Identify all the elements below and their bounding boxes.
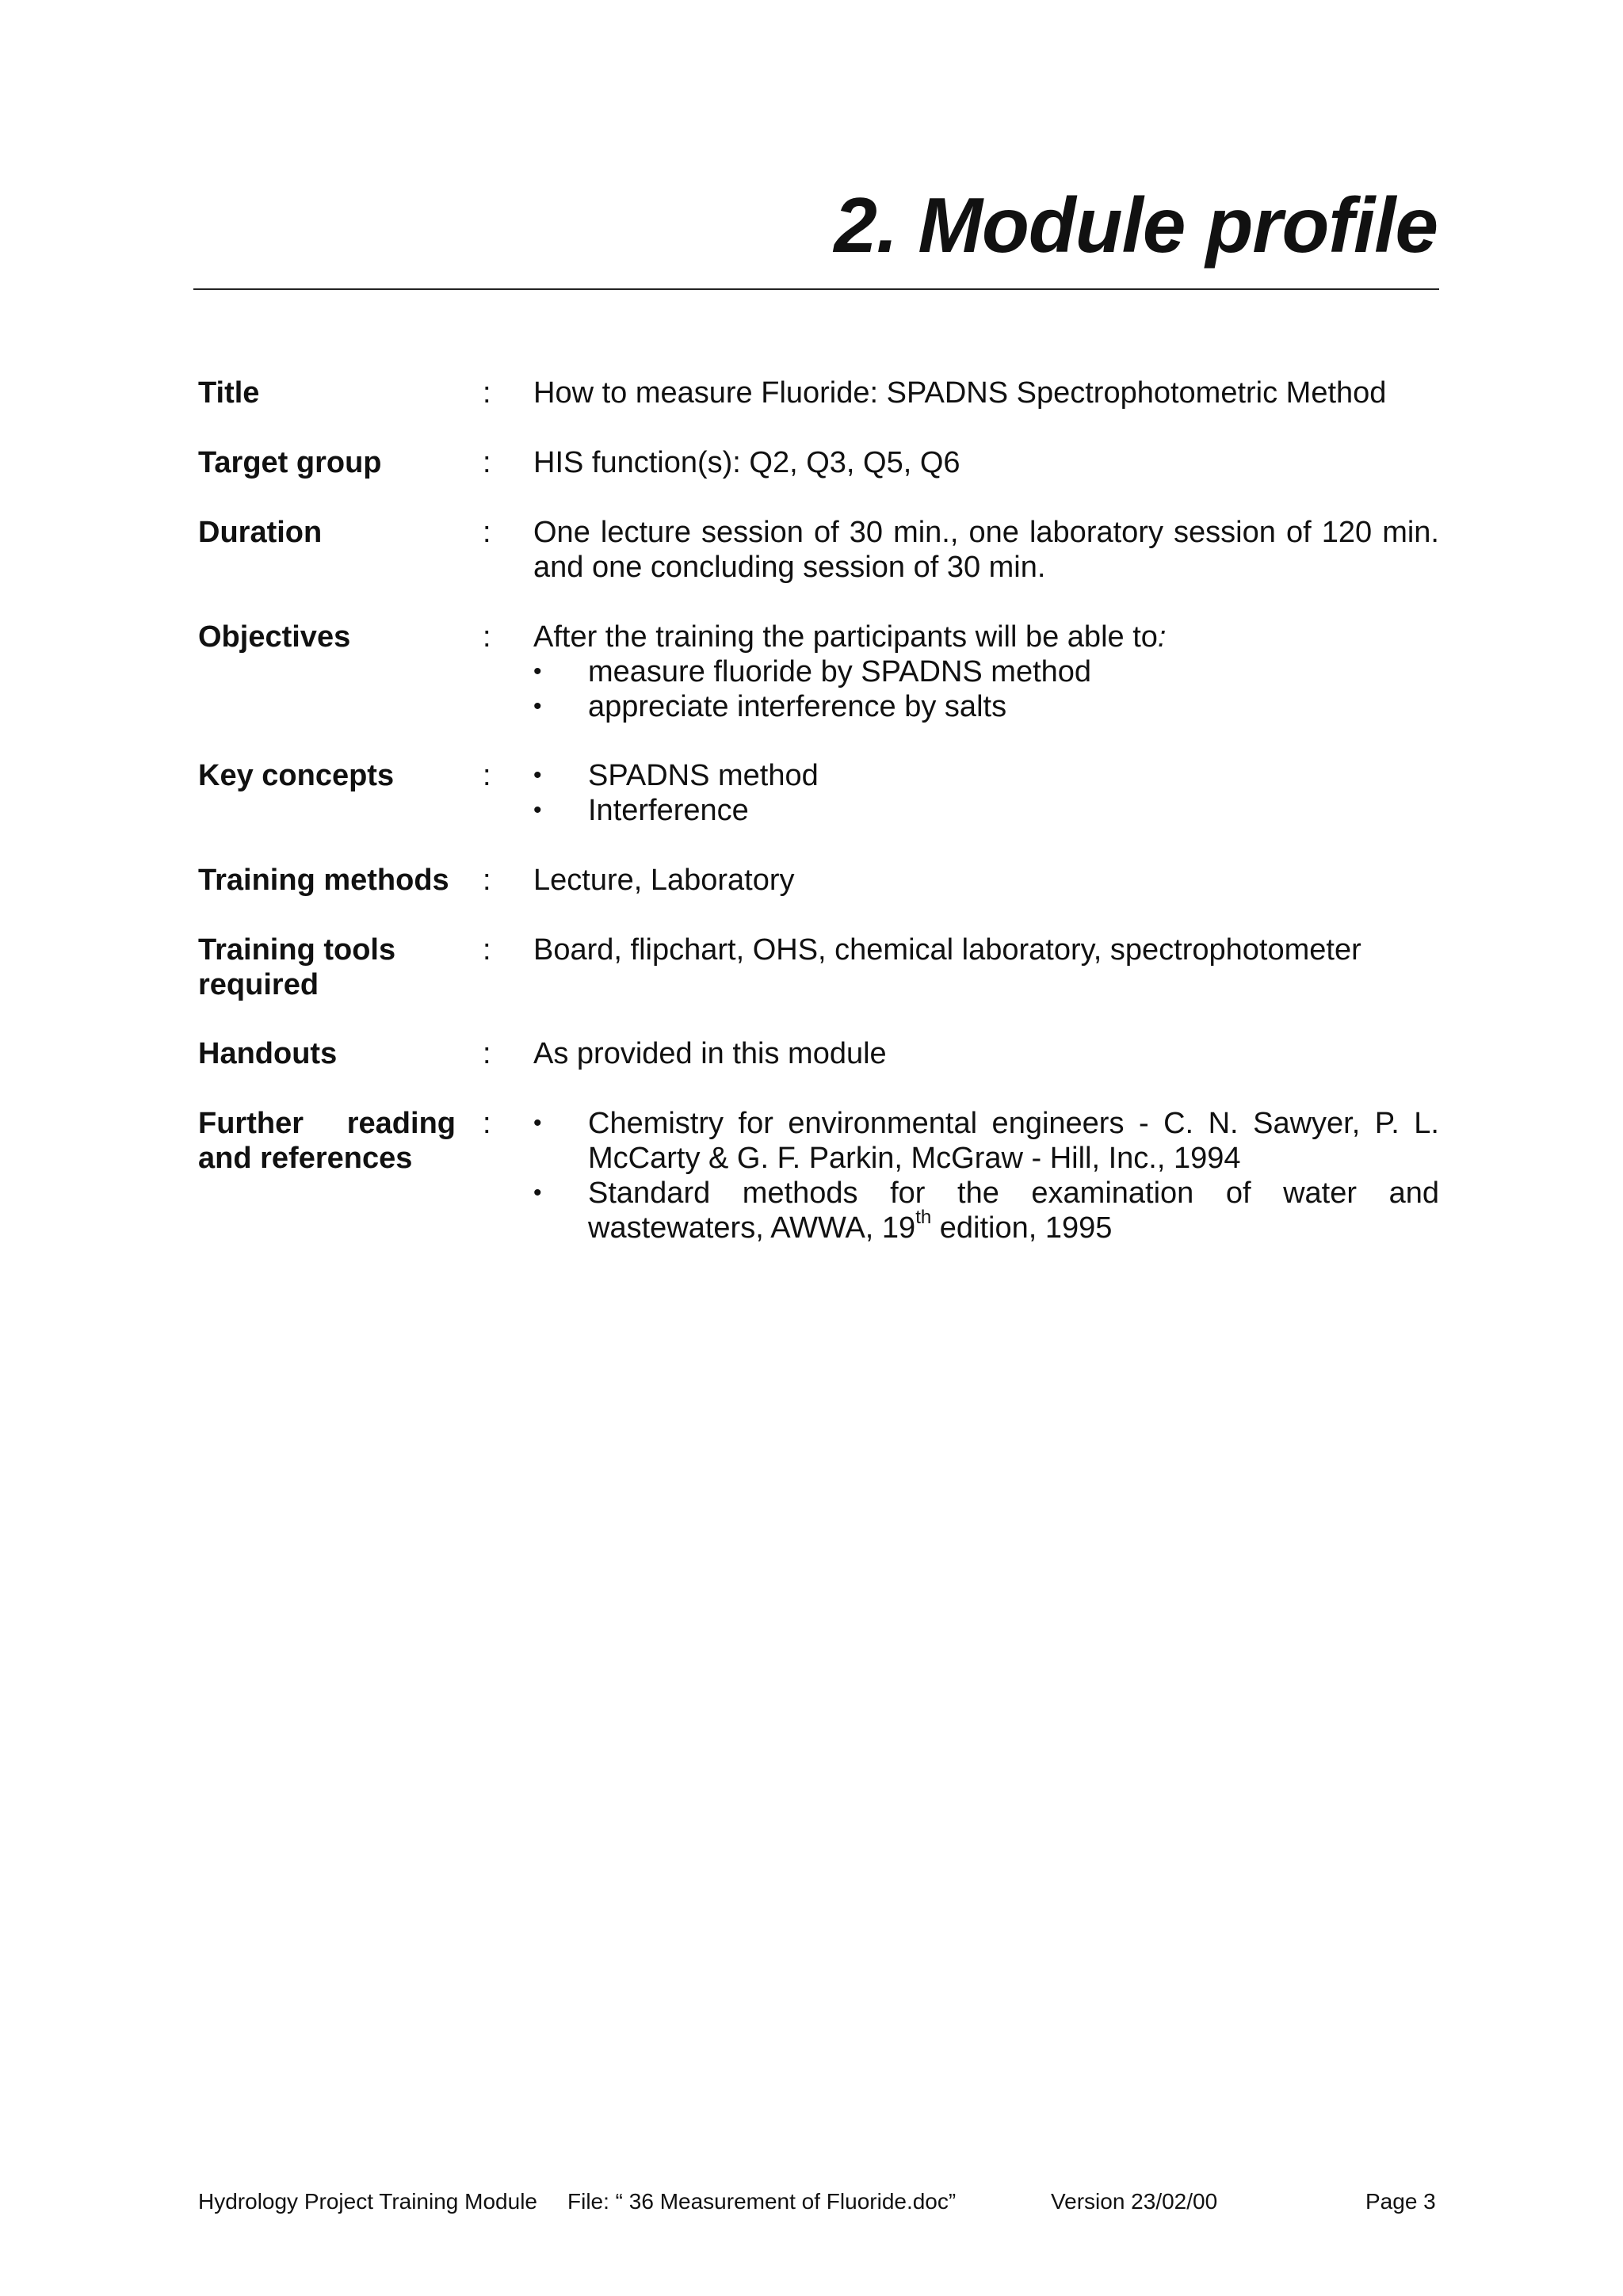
list-item: • appreciate interference by salts — [533, 690, 1007, 723]
row-label: Target group — [198, 446, 382, 479]
footer-file: File: “ 36 Measurement of Fluoride.doc” — [567, 2189, 957, 2214]
row-value: As provided in this module — [533, 1037, 887, 1070]
row-separator: : — [483, 864, 491, 897]
key-concepts-list — [533, 758, 1439, 828]
row-label: Training methods — [198, 864, 449, 897]
objectives-list — [533, 654, 1439, 724]
bullet-icon: • — [533, 1180, 542, 1206]
list-item: • Standard methods for the examination of water and wastewaters, AWWA, 19th edition, 1995 — [533, 1177, 1439, 1245]
objectives-intro: After the training the participants will be able to: — [533, 620, 1167, 654]
row-value: One lecture session of 30 min., one laboratory session of 120 min. and one concluding session of 30 min. — [533, 516, 1439, 584]
row-label: Training tools required — [198, 933, 396, 1001]
list-item: • Chemistry for environmental engineers - C. N. Sawyer, P. L. McCarty & G. F. Parkin, McGraw - Hill, Inc., 1994 — [533, 1107, 1439, 1175]
footer-version: Version 23/02/00 — [1051, 2189, 1218, 2214]
row-label: Further reading and references — [198, 1107, 456, 1175]
row-separator: : — [483, 1107, 491, 1140]
bullet-icon: • — [533, 797, 542, 823]
row-separator: : — [483, 620, 491, 654]
bullet-icon: • — [533, 693, 542, 719]
bullet-icon: • — [533, 762, 542, 788]
row-value: How to measure Fluoride: SPADNS Spectrophotometric Method — [533, 376, 1387, 410]
ordinal-superscript: th — [915, 1207, 932, 1229]
row-separator: : — [483, 1037, 491, 1070]
row-value — [533, 620, 1439, 724]
row-separator: : — [483, 759, 491, 792]
row-value: Board, flipchart, OHS, chemical laboratory, spectrophotometer — [533, 933, 1361, 967]
row-value: HIS function(s): Q2, Q3, Q5, Q6 — [533, 446, 960, 479]
row-label: Objectives — [198, 620, 351, 654]
row-separator: : — [483, 516, 491, 549]
footer-page-number: Page 3 — [1365, 2189, 1436, 2214]
references-list — [533, 1106, 1439, 1245]
page-title: 2. Module profile — [834, 181, 1438, 269]
bullet-icon: • — [533, 658, 542, 685]
row-separator: : — [483, 933, 491, 967]
row-label: Title — [198, 376, 260, 410]
list-item: • SPADNS method — [533, 759, 819, 792]
title-divider — [193, 288, 1439, 290]
row-separator: : — [483, 446, 491, 479]
bullet-icon: • — [533, 1110, 542, 1136]
row-separator: : — [483, 376, 491, 410]
row-value: Lecture, Laboratory — [533, 864, 795, 897]
row-value — [533, 758, 1439, 828]
row-label: Duration — [198, 516, 323, 549]
list-item: • measure fluoride by SPADNS method — [533, 655, 1092, 688]
list-item: • Interference — [533, 794, 749, 827]
row-label: Key concepts — [198, 759, 395, 792]
footer-project: Hydrology Project Training Module — [198, 2189, 537, 2214]
row-label: Handouts — [198, 1037, 338, 1070]
row-value — [533, 1106, 1439, 1245]
